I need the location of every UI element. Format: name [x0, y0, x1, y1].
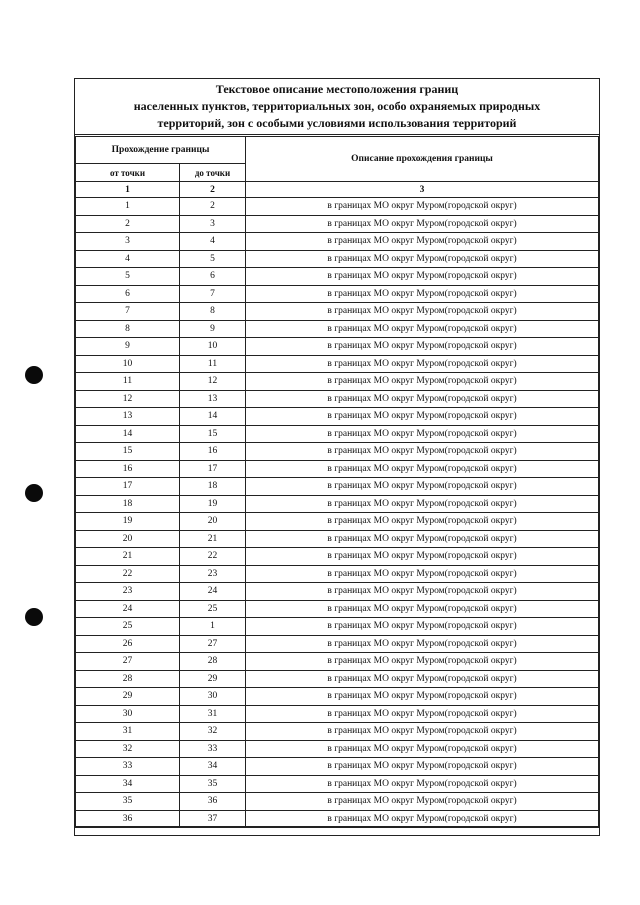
table-row — [76, 740, 599, 758]
cell-desc: в границах МО округ Муром(городской округ) — [246, 215, 599, 233]
table-row — [76, 513, 599, 531]
cell-desc: в границах МО округ Муром(городской округ) — [246, 373, 599, 391]
cell-from: 12 — [76, 390, 180, 408]
cell-to: 36 — [180, 793, 246, 811]
cell-desc: в границах МО округ Муром(городской округ) — [246, 285, 599, 303]
cell-desc: в границах МО округ Муром(городской округ) — [246, 320, 599, 338]
cell-desc: в границах МО округ Муром(городской округ) — [246, 233, 599, 251]
cell-desc: в границах МО округ Муром(городской округ) — [246, 478, 599, 496]
cell-from: 32 — [76, 740, 180, 758]
cell-to: 25 — [180, 600, 246, 618]
punch-hole-bottom — [25, 608, 43, 626]
table-row — [76, 460, 599, 478]
table-row — [76, 425, 599, 443]
cell-to: 23 — [180, 565, 246, 583]
table-row — [76, 250, 599, 268]
cell-from: 18 — [76, 495, 180, 513]
table-row — [76, 303, 599, 321]
title-line-3: территорий, зон с особыми условиями использования территорий — [157, 116, 517, 130]
table-row — [76, 443, 599, 461]
cell-from: 22 — [76, 565, 180, 583]
cell-from: 36 — [76, 810, 180, 828]
cell-to: 3 — [180, 215, 246, 233]
cell-from: 20 — [76, 530, 180, 548]
cell-desc: в границах МО округ Муром(городской округ) — [246, 338, 599, 356]
cell-desc: в границах МО округ Муром(городской округ) — [246, 250, 599, 268]
cell-desc: в границах МО округ Муром(городской округ) — [246, 443, 599, 461]
punch-hole-middle — [25, 484, 43, 502]
cell-desc: в границах МО округ Муром(городской округ) — [246, 548, 599, 566]
cell-to: 4 — [180, 233, 246, 251]
table-body — [76, 198, 599, 828]
cell-desc: в границах МО округ Муром(городской округ) — [246, 530, 599, 548]
cell-to: 37 — [180, 810, 246, 828]
cell-from: 19 — [76, 513, 180, 531]
cell-to: 28 — [180, 653, 246, 671]
cell-desc: в границах МО округ Муром(городской округ) — [246, 775, 599, 793]
punch-hole-top — [25, 366, 43, 384]
cell-from: 4 — [76, 250, 180, 268]
cell-desc: в границах МО округ Муром(городской округ) — [246, 740, 599, 758]
cell-from: 31 — [76, 723, 180, 741]
table-row — [76, 495, 599, 513]
cell-to: 5 — [180, 250, 246, 268]
cell-desc: в границах МО округ Муром(городской округ) — [246, 495, 599, 513]
header-description: Описание прохождения границы — [246, 137, 599, 182]
cell-from: 35 — [76, 793, 180, 811]
cell-from: 1 — [76, 198, 180, 216]
cell-desc: в границах МО округ Муром(городской округ) — [246, 705, 599, 723]
cell-from: 27 — [76, 653, 180, 671]
cell-from: 3 — [76, 233, 180, 251]
cell-desc: в границах МО округ Муром(городской округ) — [246, 355, 599, 373]
cell-to: 12 — [180, 373, 246, 391]
table-row — [76, 810, 599, 828]
table-row — [76, 215, 599, 233]
table-row — [76, 478, 599, 496]
table-row — [76, 600, 599, 618]
cell-desc: в границах МО округ Муром(городской округ) — [246, 723, 599, 741]
cell-from: 14 — [76, 425, 180, 443]
cell-from: 17 — [76, 478, 180, 496]
table-row — [76, 793, 599, 811]
table-row — [76, 338, 599, 356]
cell-to: 8 — [180, 303, 246, 321]
table-row — [76, 198, 599, 216]
document-sheet — [74, 78, 600, 836]
cell-from: 13 — [76, 408, 180, 426]
cell-to: 34 — [180, 758, 246, 776]
table-row — [76, 285, 599, 303]
table-row — [76, 530, 599, 548]
table-row — [76, 390, 599, 408]
table-row — [76, 705, 599, 723]
table-row — [76, 233, 599, 251]
cell-desc: в границах МО округ Муром(городской округ) — [246, 793, 599, 811]
cell-from: 25 — [76, 618, 180, 636]
cell-desc: в границах МО округ Муром(городской округ) — [246, 810, 599, 828]
cell-desc: в границах МО округ Муром(городской округ) — [246, 268, 599, 286]
table-row — [76, 758, 599, 776]
cell-to: 30 — [180, 688, 246, 706]
table-row — [76, 618, 599, 636]
cell-desc: в границах МО округ Муром(городской округ) — [246, 460, 599, 478]
table-row — [76, 583, 599, 601]
cell-from: 2 — [76, 215, 180, 233]
cell-desc: в границах МО округ Муром(городской округ) — [246, 600, 599, 618]
cell-to: 13 — [180, 390, 246, 408]
cell-to: 21 — [180, 530, 246, 548]
header-num-to: 2 — [180, 182, 246, 198]
cell-from: 6 — [76, 285, 180, 303]
cell-to: 31 — [180, 705, 246, 723]
cell-from: 15 — [76, 443, 180, 461]
cell-from: 26 — [76, 635, 180, 653]
header-to: до точки — [180, 164, 246, 182]
cell-desc: в границах МО округ Муром(городской округ) — [246, 670, 599, 688]
cell-desc: в границах МО округ Муром(городской округ) — [246, 513, 599, 531]
cell-desc: в границах МО округ Муром(городской округ) — [246, 618, 599, 636]
cell-desc: в границах МО округ Муром(городской округ) — [246, 688, 599, 706]
title-line-1: Текстовое описание местоположения границ — [215, 82, 459, 96]
cell-to: 9 — [180, 320, 246, 338]
cell-to: 1 — [180, 618, 246, 636]
cell-desc: в границах МО округ Муром(городской округ) — [246, 390, 599, 408]
header-num-from: 1 — [76, 182, 180, 198]
cell-from: 30 — [76, 705, 180, 723]
table-row — [76, 653, 599, 671]
header-passage: Прохождение границы — [76, 137, 246, 164]
table-row — [76, 355, 599, 373]
cell-from: 11 — [76, 373, 180, 391]
table-row — [76, 565, 599, 583]
table-row — [76, 688, 599, 706]
cell-desc: в границах МО округ Муром(городской округ) — [246, 198, 599, 216]
cell-from: 8 — [76, 320, 180, 338]
cell-to: 11 — [180, 355, 246, 373]
cell-from: 10 — [76, 355, 180, 373]
cell-to: 32 — [180, 723, 246, 741]
cell-from: 21 — [76, 548, 180, 566]
table-row — [76, 635, 599, 653]
table-row — [76, 670, 599, 688]
cell-to: 27 — [180, 635, 246, 653]
cell-to: 18 — [180, 478, 246, 496]
cell-from: 5 — [76, 268, 180, 286]
cell-to: 22 — [180, 548, 246, 566]
cell-to: 16 — [180, 443, 246, 461]
cell-from: 33 — [76, 758, 180, 776]
cell-from: 24 — [76, 600, 180, 618]
cell-from: 34 — [76, 775, 180, 793]
cell-to: 17 — [180, 460, 246, 478]
cell-desc: в границах МО округ Муром(городской округ) — [246, 303, 599, 321]
cell-to: 6 — [180, 268, 246, 286]
cell-to: 29 — [180, 670, 246, 688]
boundary-table — [75, 136, 599, 828]
cell-from: 16 — [76, 460, 180, 478]
cell-to: 14 — [180, 408, 246, 426]
cell-to: 10 — [180, 338, 246, 356]
cell-to: 20 — [180, 513, 246, 531]
cell-from: 28 — [76, 670, 180, 688]
cell-desc: в границах МО округ Муром(городской округ) — [246, 653, 599, 671]
table-row — [76, 320, 599, 338]
cell-desc: в границах МО округ Муром(городской округ) — [246, 635, 599, 653]
cell-to: 35 — [180, 775, 246, 793]
table-row — [76, 268, 599, 286]
table-tail-row — [75, 826, 599, 835]
cell-desc: в границах МО округ Муром(городской округ) — [246, 758, 599, 776]
title-line-2: населенных пунктов, территориальных зон, особо охраняемых природных — [133, 99, 541, 113]
cell-desc: в границах МО округ Муром(городской округ) — [246, 408, 599, 426]
cell-from: 29 — [76, 688, 180, 706]
cell-from: 23 — [76, 583, 180, 601]
cell-from: 9 — [76, 338, 180, 356]
cell-to: 7 — [180, 285, 246, 303]
cell-to: 24 — [180, 583, 246, 601]
header-from: от точки — [76, 164, 180, 182]
table-row — [76, 548, 599, 566]
table-row — [76, 373, 599, 391]
cell-to: 33 — [180, 740, 246, 758]
cell-desc: в границах МО округ Муром(городской округ) — [246, 425, 599, 443]
table-row — [76, 723, 599, 741]
header-num-desc: 3 — [246, 182, 599, 198]
table-row — [76, 775, 599, 793]
document-title — [75, 79, 599, 135]
cell-to: 2 — [180, 198, 246, 216]
cell-from: 7 — [76, 303, 180, 321]
cell-to: 19 — [180, 495, 246, 513]
cell-desc: в границах МО округ Муром(городской округ) — [246, 565, 599, 583]
cell-desc: в границах МО округ Муром(городской округ) — [246, 583, 599, 601]
table-row — [76, 408, 599, 426]
cell-to: 15 — [180, 425, 246, 443]
